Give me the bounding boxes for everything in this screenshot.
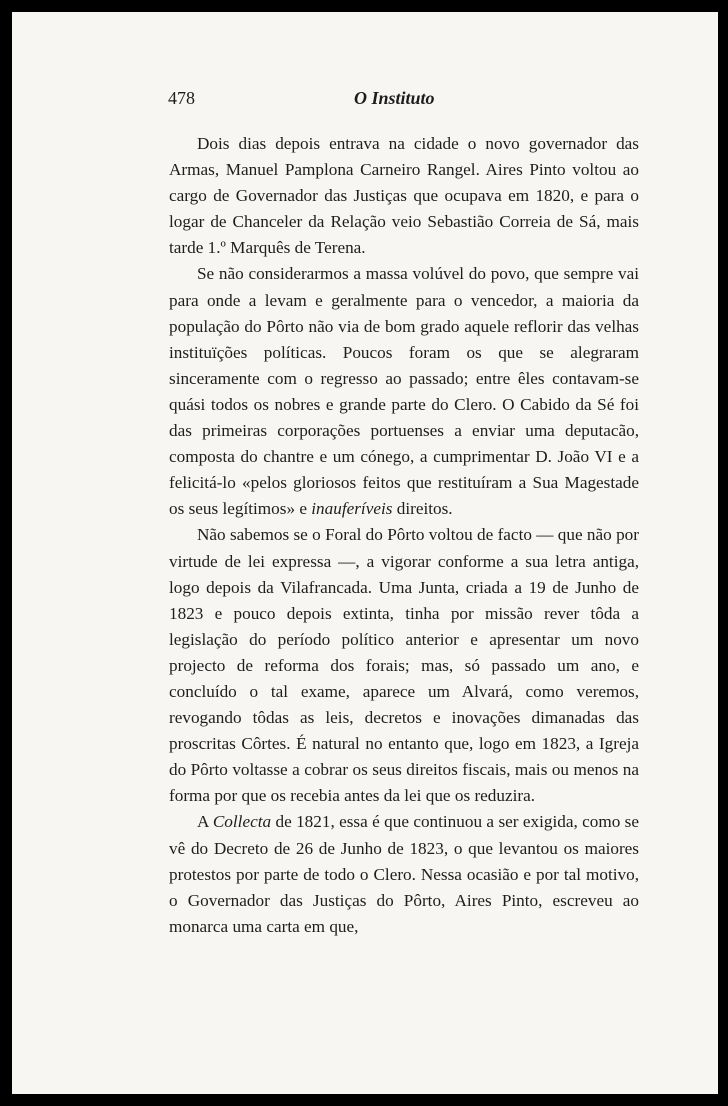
paragraph [169, 261, 639, 522]
paragraph [169, 809, 639, 939]
page-number: 478 [168, 88, 195, 108]
book-page [12, 12, 718, 1094]
text-run: direitos. [392, 499, 453, 519]
paragraph [169, 131, 639, 261]
text-run: Se não considerarmos a massa volúvel do povo, que sempre vai para onde a levam e geralmente para o vencedor, a maioria da população do Pôrto não via de bom grado aquele reflorir das velhas instituïções políticas. Poucos foram os que se alegraram sinceramente com o regresso ao passado; entre êles contavam-se quási todos os nobres e grande parte do Clero. O Cabido da Sé foi das primeiras corporações portuenses a enviar uma deputacão, composta do chantre e um cónego, a cumprimentar D. João VI e a felicitá-lo «pelos gloriosos feitos que restituíram a Sua Magestade os seus legítimos» e [169, 264, 639, 519]
paragraph [169, 522, 639, 809]
page-header [168, 88, 648, 114]
italic-term: Collecta [212, 812, 272, 832]
italic-term: inauferíveis [311, 499, 393, 519]
body-text [169, 131, 639, 940]
text-run: de 1821, essa é que continuou a ser exigida, como se vê do Decreto de 26 de Junho de 1823, o que levantou os maiores protestos por parte de todo o Clero. Nessa ocasião e por tal motivo, o Governador das Justiças do Pôrto, Aires Pinto, escreveu ao monarca uma carta em que, [169, 812, 639, 936]
text-run: A [197, 812, 213, 832]
text-run: Não sabemos se o Foral do Pôrto voltou de facto — que não por virtude de lei expressa —, a vigorar conforme a sua letra antiga, logo depois da Vilafrancada. Uma Junta, criada a 19 de Junho de 1823 e pouco depois extinta, tinha por missão rever tôda a legislação do período político anterior e apresentar um novo projecto de reforma dos forais; mas, só passado um ano, e concluído o tal exame, aparece um Alvará, como veremos, revogando tôdas as leis, decretos e inovações dimanadas das proscritas Côrtes. É natural no entanto que, logo em 1823, a Igreja do Pôrto voltasse a cobrar os seus direitos fiscais, mais ou menos na forma por que os recebia antes da lei que os reduzira. [169, 525, 639, 806]
text-run: Dois dias depois entrava na cidade o novo governador das Armas, Manuel Pamplona Carneiro Rangel. Aires Pinto voltou ao cargo de Governador das Justiças que ocupava em 1820, e para o logar de Chanceler da Relação veio Sebastião Correia de Sá, mais tarde 1.º Marquês de Terena. [169, 134, 639, 258]
running-title: O Instituto [354, 88, 435, 108]
